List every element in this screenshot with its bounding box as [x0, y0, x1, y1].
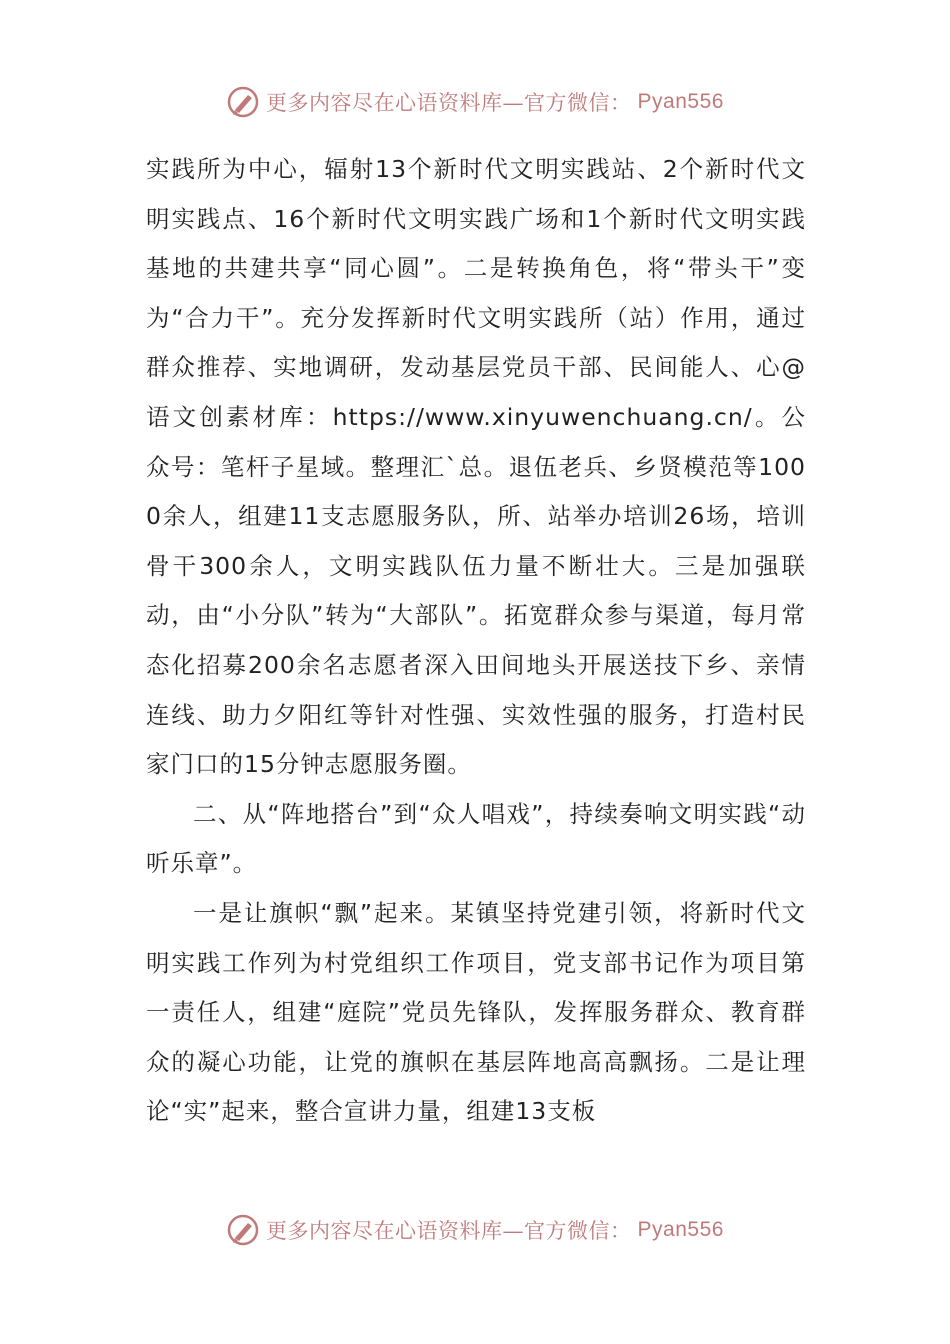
header-wechat-id: Pyan556	[637, 90, 724, 113]
footer-wechat-id: Pyan556	[637, 1218, 724, 1241]
footer-banner-text: 更多内容尽在心语资料库—官方微信：	[266, 1219, 632, 1243]
document-body	[146, 145, 806, 1137]
pen-logo-icon	[226, 85, 260, 119]
header-banner-text: 更多内容尽在心语资料库—官方微信：	[266, 91, 632, 115]
footer-banner	[0, 1210, 950, 1250]
paragraph-3: 一是让旗帜“飘”起来。某镇坚持党建引领，将新时代文明实践工作列为村党组织工作项目，党支部书记作为项目第一责任人，组建“庭院”党员先锋队，发挥服务群众、教育群众的凝心功能，让党的旗帜在基层阵地高高飘扬。二是让理论“实”起来，整合宣讲力量，组建13支板	[146, 898, 806, 1126]
paragraph-1: 实践所为中心，辐射13个新时代文明实践站、2个新时代文明实践点、16个新时代文明实践广场和1个新时代文明实践基地的共建共享“同心圆”。二是转换角色，将“带头干”变为“合力干”。充分发挥新时代文明实践所（站）作用，通过群众推荐、实地调研，发动基层党员干部、民间能人、心@语文创素材库：https://www.xinyuwenchuang.cn/。公众号：笔杆子星域。整理汇`总。退伍老兵、乡贤模范等1000余人，组建11支志愿服务队，所、站举办培训26场，培训骨干300余人，文明实践队伍力量不断壮大。三是加强联动，由“小分队”转为“大部队”。拓宽群众参与渠道，每月常态化招募200余名志愿者深入田间地头开展送技下乡、亲情连线、助力夕阳红等针对性强、实效性强的服务，打造村民家门口的15分钟志愿服务圈。	[146, 155, 806, 779]
header-banner	[0, 82, 950, 122]
paragraph-2: 二、从“阵地搭台”到“众人唱戏”，持续奏响文明实践“动听乐章”。	[146, 799, 806, 878]
pen-logo-icon	[226, 1213, 260, 1247]
